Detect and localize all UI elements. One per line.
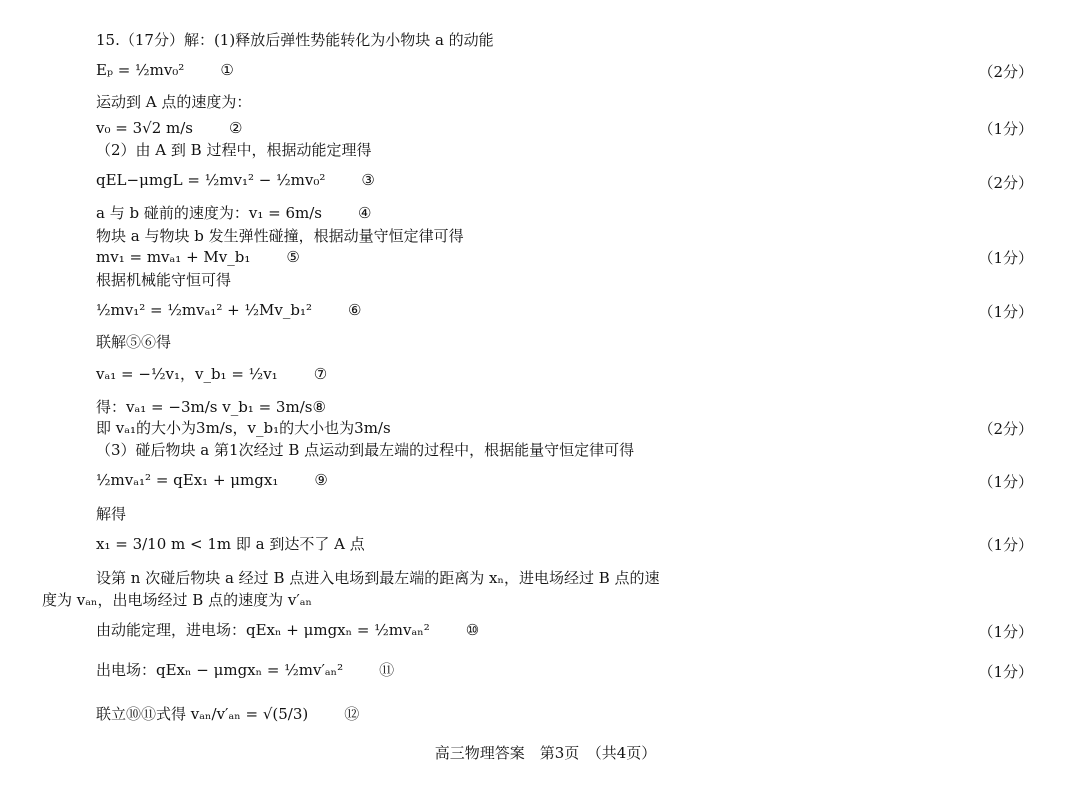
score-mark: （1分）: [978, 623, 1033, 641]
score-mark: （1分）: [978, 249, 1033, 267]
result-line: x₁ = 3/10 m < 1m 即 a 到达不了 A 点: [96, 535, 365, 553]
text-line: 即 vₐ₁的大小为3m/s，v_b₁的大小也为3m/s: [96, 419, 391, 437]
equation-number: ⑦: [313, 365, 328, 383]
equation-3: qEL−μmgL = ½mv₁² − ½mv₀² ③: [96, 171, 375, 189]
text-line: 运动到 A 点的速度为：: [96, 93, 252, 111]
score-mark: （2分）: [978, 174, 1033, 192]
equation-number: ③: [361, 171, 375, 189]
equation-number: ①: [220, 61, 234, 79]
equation-6: ½mv₁² = ½mvₐ₁² + ½Mv_b₁² ⑥: [96, 301, 362, 319]
score-mark: （2分）: [978, 420, 1033, 438]
text-line: （3）碰后物块 a 第1次经过 B 点运动到最左端的过程中，根据能量守恒定律可得: [96, 441, 635, 459]
equation-number: ⑩: [465, 621, 480, 639]
text-line: 设第 n 次碰后物块 a 经过 B 点进入电场到最左端的距离为 xₙ，进电场经过 B 点的速: [96, 569, 660, 587]
equation-11: 出电场：qExₙ − μmgxₙ = ½mv′ₐₙ² ⑪: [96, 661, 395, 679]
text-line: 度为 vₐₙ，出电场经过 B 点的速度为 v′ₐₙ: [42, 591, 313, 609]
score-mark: （1分）: [978, 303, 1033, 321]
text-line: 物块 a 与物块 b 发生弹性碰撞，根据动量守恒定律可得: [96, 227, 464, 245]
equation-5: mv₁ = mvₐ₁ + Mv_b₁ ⑤: [96, 248, 300, 266]
problem-heading: 15.（17分）解：(1)释放后弹性势能转化为小物块 a 的动能: [96, 31, 494, 49]
equation-number: ⑤: [286, 248, 300, 266]
text-line: 根据机械能守恒可得: [96, 271, 232, 289]
equation-9: ½mvₐ₁² = qEx₁ + μmgx₁ ⑨: [96, 471, 328, 489]
text-line: （2）由 A 到 B 过程中，根据动能定理得: [96, 141, 372, 159]
equation-2: v₀ = 3√2 m/s ②: [96, 119, 243, 137]
score-mark: （2分）: [978, 63, 1033, 81]
equation-number: ⑥: [348, 301, 362, 319]
score-mark: （1分）: [978, 473, 1033, 491]
equation-number: ⑫: [344, 705, 360, 723]
score-mark: （1分）: [978, 120, 1033, 138]
equation-number: ⑨: [314, 471, 328, 489]
equation-10: 由动能定理，进电场：qExₙ + μmgxₙ = ½mvₐₙ² ⑩: [96, 621, 480, 639]
score-mark: （1分）: [978, 536, 1033, 554]
equation-4: a 与 b 碰前的速度为：v₁ = 6m/s ④: [96, 204, 372, 222]
result-line: 得：vₐ₁ = −3m/s v_b₁ = 3m/s⑧: [96, 398, 326, 416]
text-line: 解得: [96, 505, 127, 523]
equation-7: vₐ₁ = −½v₁，v_b₁ = ½v₁ ⑦: [96, 365, 328, 383]
equation-number: ④: [357, 204, 372, 222]
text-line: 联解⑤⑥得: [96, 333, 172, 351]
equation-12: 联立⑩⑪式得 vₐₙ/v′ₐₙ = √(5/3) ⑫: [96, 705, 360, 723]
page-footer: 高三物理答案 第3页 （共4页）: [434, 744, 657, 762]
equation-1: Eₚ = ½mv₀² ①: [96, 61, 234, 79]
equation-number: ⑪: [379, 661, 395, 679]
equation-number: ②: [228, 119, 243, 137]
score-mark: （1分）: [978, 663, 1033, 681]
